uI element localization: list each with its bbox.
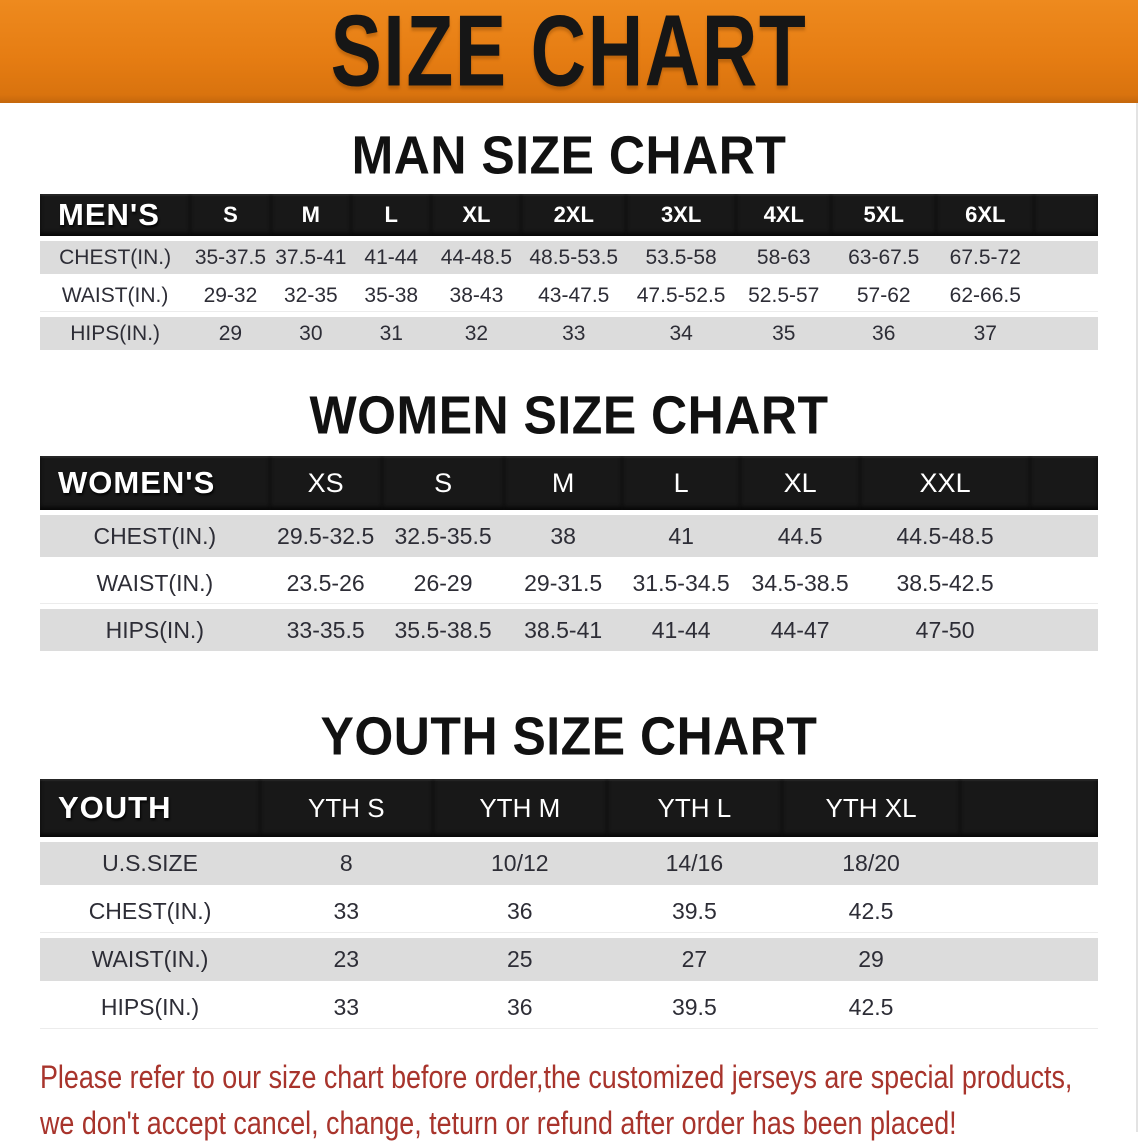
size-column-header: S [190,194,270,236]
row-filler [1030,515,1098,557]
row-label: HIPS(IN.) [40,986,260,1029]
row-label: WAIST(IN.) [40,279,190,312]
size-value-cell: 23.5-26 [270,562,382,604]
size-value-cell: 38 [504,515,621,557]
measurement-row [40,890,1098,933]
size-column-header: YTH XL [782,779,961,837]
measurement-row [40,842,1098,885]
row-filler [960,986,1098,1029]
size-value-cell: 43-47.5 [521,279,626,312]
header-filler [1034,194,1098,236]
size-column-header: YTH L [607,779,782,837]
measurement-row [40,317,1098,350]
size-value-cell: 18/20 [782,842,961,885]
footer-line-2: we don't accept cancel, change, teturn or refund after order has been placed! [40,1105,957,1141]
row-filler [960,938,1098,981]
table-group-label: WOMEN'S [40,456,270,510]
size-column-header: XXL [860,456,1030,510]
size-value-cell: 36 [831,317,936,350]
size-value-cell: 41-44 [351,241,431,274]
size-value-cell: 23 [260,938,432,981]
row-label: WAIST(IN.) [40,562,270,604]
size-value-cell: 42.5 [782,890,961,933]
size-value-cell: 26-29 [382,562,505,604]
measurement-row [40,279,1098,312]
table-header-row [40,779,1098,837]
size-value-cell: 30 [271,317,351,350]
row-filler [1030,609,1098,651]
footer-disclaimer [40,1054,1138,1146]
row-filler [960,842,1098,885]
row-filler [960,890,1098,933]
footer-line-1: Please refer to our size chart before order,the customized jerseys are special products, [40,1059,1073,1095]
row-label: U.S.SIZE [40,842,260,885]
size-value-cell: 32.5-35.5 [382,515,505,557]
measurement-row [40,515,1098,557]
table-group-label: YOUTH [40,779,260,837]
size-value-cell: 39.5 [607,986,782,1029]
size-value-cell: 44.5 [740,515,860,557]
row-label: CHEST(IN.) [40,241,190,274]
size-column-header: 4XL [736,194,831,236]
size-value-cell: 39.5 [607,890,782,933]
size-value-cell: 41 [622,515,740,557]
size-column-header: 5XL [831,194,936,236]
size-value-cell: 33 [260,890,432,933]
measurement-row [40,241,1098,274]
size-value-cell: 32-35 [271,279,351,312]
measurement-row [40,938,1098,981]
measurement-row [40,986,1098,1029]
size-value-cell: 27 [607,938,782,981]
size-value-cell: 38.5-42.5 [860,562,1030,604]
youth-size-title: YOUTH SIZE CHART [320,706,818,767]
size-value-cell: 47-50 [860,609,1030,651]
youth-size-section [0,706,1138,1034]
size-value-cell: 33 [260,986,432,1029]
table-group-label: MEN'S [40,194,190,236]
size-column-header: M [504,456,621,510]
table-header-row [40,194,1098,236]
row-label: HIPS(IN.) [40,317,190,350]
row-label: CHEST(IN.) [40,515,270,557]
size-column-header: 3XL [626,194,736,236]
size-value-cell: 36 [433,890,608,933]
youth-size-table [40,774,1098,1034]
row-label: WAIST(IN.) [40,938,260,981]
man-size-section [0,125,1138,355]
size-column-header: 2XL [521,194,626,236]
size-value-cell: 29.5-32.5 [270,515,382,557]
size-value-cell: 14/16 [607,842,782,885]
man-size-table [40,189,1098,355]
row-filler [1034,317,1098,350]
size-column-header: L [351,194,431,236]
size-value-cell: 35.5-38.5 [382,609,505,651]
row-filler [1030,562,1098,604]
size-value-cell: 36 [433,986,608,1029]
size-value-cell: 29 [782,938,961,981]
size-value-cell: 62-66.5 [936,279,1034,312]
header-filler [1030,456,1098,510]
table-header-row [40,456,1098,510]
man-size-title: MAN SIZE CHART [351,125,787,186]
size-value-cell: 67.5-72 [936,241,1034,274]
size-value-cell: 47.5-52.5 [626,279,736,312]
size-value-cell: 57-62 [831,279,936,312]
size-value-cell: 31.5-34.5 [622,562,740,604]
size-value-cell: 32 [431,317,521,350]
size-value-cell: 41-44 [622,609,740,651]
size-column-header: XL [431,194,521,236]
row-filler [1034,279,1098,312]
size-column-header: XS [270,456,382,510]
size-value-cell: 44-47 [740,609,860,651]
banner-title: SIZE CHART [330,0,808,108]
size-value-cell: 52.5-57 [736,279,831,312]
size-column-header: L [622,456,740,510]
size-chart-banner [0,0,1138,108]
size-column-header: 6XL [936,194,1034,236]
size-value-cell: 37.5-41 [271,241,351,274]
size-value-cell: 33 [521,317,626,350]
size-value-cell: 34.5-38.5 [740,562,860,604]
size-value-cell: 8 [260,842,432,885]
size-value-cell: 29 [190,317,270,350]
header-filler [960,779,1098,837]
measurement-row [40,609,1098,651]
size-column-header: YTH M [433,779,608,837]
size-value-cell: 38-43 [431,279,521,312]
size-column-header: XL [740,456,860,510]
size-value-cell: 37 [936,317,1034,350]
size-value-cell: 44.5-48.5 [860,515,1030,557]
size-value-cell: 29-32 [190,279,270,312]
women-size-title: WOMEN SIZE CHART [309,385,829,446]
size-value-cell: 53.5-58 [626,241,736,274]
size-value-cell: 48.5-53.5 [521,241,626,274]
women-size-table [40,451,1098,656]
size-value-cell: 38.5-41 [504,609,621,651]
row-label: HIPS(IN.) [40,609,270,651]
size-value-cell: 35 [736,317,831,350]
size-value-cell: 31 [351,317,431,350]
size-value-cell: 29-31.5 [504,562,621,604]
size-value-cell: 44-48.5 [431,241,521,274]
size-column-header: YTH S [260,779,432,837]
size-column-header: M [271,194,351,236]
size-value-cell: 35-37.5 [190,241,270,274]
size-value-cell: 42.5 [782,986,961,1029]
size-value-cell: 58-63 [736,241,831,274]
row-label: CHEST(IN.) [40,890,260,933]
size-value-cell: 35-38 [351,279,431,312]
measurement-row [40,562,1098,604]
size-value-cell: 63-67.5 [831,241,936,274]
size-value-cell: 25 [433,938,608,981]
size-value-cell: 33-35.5 [270,609,382,651]
size-column-header: S [382,456,505,510]
size-value-cell: 34 [626,317,736,350]
size-value-cell: 10/12 [433,842,608,885]
women-size-section [0,385,1138,656]
row-filler [1034,241,1098,274]
